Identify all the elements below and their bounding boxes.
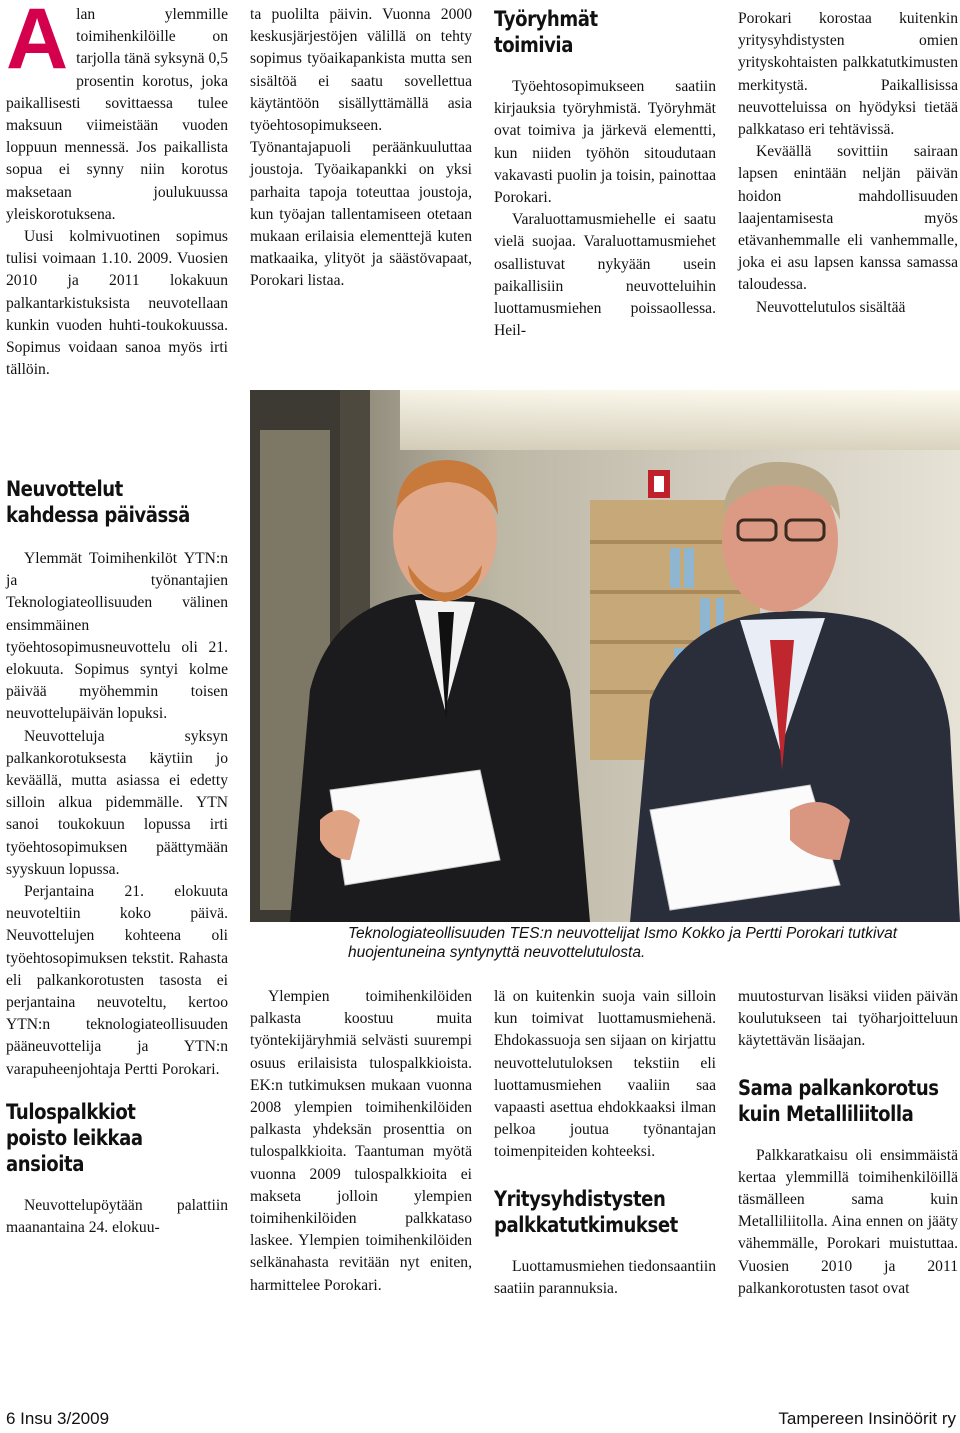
paragraph: Varaluottamusmiehelle ei saatu vielä suojaa. Varaluottamusmiehet osallistuvat nykyään usein paikallisiin neuvotteluihin luottamusmiehen poissaollessa. Heil- (494, 211, 716, 340)
paragraph: Luottamusmiehen tiedonsaantiin saatiin parannuksia. (494, 1257, 716, 1297)
paragraph: Neuvottelupöytään palattiin maanantaina 24. elokuu- (6, 1196, 228, 1237)
heading-line: Tulospalkkiot (6, 1099, 136, 1124)
section-heading (494, 1186, 685, 1238)
paragraph: muutosturvan lisäksi viiden päivän koulutukseen tai työharjoitteluun käytettävän lisäajan. (738, 988, 958, 1050)
lead-paragraph (6, 0, 228, 226)
paragraph: Neuvotteluja syksyn palkankorotuksesta käytiin jo keväällä, mutta asiassa ei edetty silloin alkua pidemmälle. YTN sanoi toukokuun lopussa irti työehtosopimuksen päättymään syyskuun lopussa. (6, 727, 228, 878)
paragraph: ta puolilta päivin. Vuonna 2000 keskusjärjestöjen välillä on tehty sopimus työaikapankista mutta sen sisältöä ei saatu sovellettua käytäntöön sisällyttämällä asia työehtosopimukseen. Työnantajapuoli peräänkuuluttaa joustoja. Työaikapankki on yksi parhaita tapoja toteuttaa joustoja, kun työajan tallentamiseen otetaan mukaan erilaisia elementtejä kuten matkaaika, ylityöt ja säästövapaat, Porokari listaa. (250, 6, 472, 290)
heading-line: kuin Metalliliitolla (738, 1101, 914, 1126)
heading-line: poisto leikkaa (6, 1125, 143, 1150)
photo-caption: Teknologiateollisuuden TES:n neuvottelijat Ismo Kokko ja Pertti Porokari tutkivat huojentuneina syntynyttä neuvottelutulosta. (348, 925, 898, 961)
publisher-name: Tampereen Insinöörit ry (778, 1409, 956, 1428)
paragraph: Neuvottelutulos sisältää (756, 298, 906, 316)
paragraph: lä on kuitenkin suoja vain silloin kun toimivat luottamusmiehenä. Ehdokassuoja sen sijaan on kirjattu neuvottelutuloksen tekstiin eli luottamusmiehen vaaliin saa vapaasti asettua ehdokkaaksi ilman pelkoa joutua työnantajan toimenpiteiden kohteeksi. (494, 988, 716, 1161)
heading-line: palkkatutkimukset (494, 1212, 678, 1237)
paragraph: Ylemmät Toimihenkilöt YTN:n ja työnantajien Teknologiateollisuuden välinen ensimmäinen työehtosopimusneuvottelu oli 21. elokuuta. Sopimus syntyi kolme päivää myöhemmin toisen neuvottelupäivän lopuksi. (6, 550, 228, 723)
section-heading (494, 6, 685, 58)
paragraph: Porokari korostaa kuitenkin yritysyhdistysten omien yrityskohtaisten palkkatutkimusten merkitystä. Paikallisissa neuvotteluissa on hyödyksi tietää palkkataso eri tehtävissä. (738, 10, 958, 139)
heading-line: Neuvottelut (6, 477, 123, 501)
lead-text: lan ylemmille toimihenkilöille on tarjolla tänä syksynä 0,5 prosentin korotus, joka paikallisesti sovittaessa tulee maksuun viimeistään vuoden loppuun mennessä. Jos paikallista sopua ei synny niin korotus maksetaan joulukuussa yleiskorotuksena. (6, 6, 228, 223)
column-4-lower (738, 986, 958, 1300)
drop-cap: A (6, 0, 69, 87)
heading-line: Yritysyhdistysten (494, 1186, 666, 1211)
heading-line: Sama palkankorotus (738, 1075, 939, 1100)
section-heading (738, 1075, 939, 1127)
article-photo (250, 390, 960, 922)
heading-line: kahdessa päivässä (6, 503, 190, 527)
column-2 (250, 4, 472, 293)
heading-line: ansioita (6, 1151, 84, 1176)
paragraph: Keväällä sovittiin sairaan lapsen enintään neljän päivän hoidon mahdollisuuden laajentamisesta myös etävanhemmalle eli vanhemmalle, joka ei asu lapsen kanssa samassa taloudessa. (738, 143, 958, 294)
page-number: 6 Insu 3/2009 (6, 1409, 110, 1428)
paragraph: Palkkaratkaisu oli ensimmäistä kertaa ylemmillä toimihenkilöillä täsmälleen sama kuin Metalliliitolla. Aina ennen on jääty vähemmälle, Porokari muistuttaa. Vuosien 2010 ja 2011 palkankorotusten tasot ovat (738, 1146, 958, 1297)
column-1 (6, 0, 228, 381)
paragraph: Ylempien toimihenkilöiden palkasta koostuu muita työntekijäryhmiä selvästi suurempi osuus erilaisista tulospalkkioista. EK:n tutkimuksen mukaan vuonna 2008 ylempien toimihenkilöiden palkasta yhdeksän prosenttia on tulospalkkioita. Taantuman myötä vuonna 2009 tulospalkkioita ei makseta jolloin ylempien toimihenkilöiden palkkataso laskee. Ylempien toimihenkilöiden selkänahasta revitään nyt eniten, harmittelee Porokari. (250, 988, 472, 1294)
paragraph: Perjantaina 21. elokuuta neuvoteltiin koko päivä. Neuvottelujen kohteena oli työehtosopimuksen tekstit. Rahasta eli palkankorotusten tasosta ei perjantaina neuvoteltu, kertoo YTN:n teknologiateollisuuden pääneuvottelija ja YTN:n varapuheenjohtaja Pertti Porokari. (6, 883, 228, 1078)
paragraph: Työehtosopimukseen saatiin kirjauksia työryhmistä. Työryhmät ovat toimiva ja järkevä elementti, kun niiden työhön sitoudutaan vakavasti puolin ja toisin, painottaa Porokari. (494, 78, 716, 207)
section-heading (6, 1099, 197, 1177)
column-4 (738, 8, 958, 319)
column-3 (494, 6, 716, 342)
section-heading (6, 476, 197, 528)
photo-illustration (250, 390, 960, 922)
column-1-lower (6, 476, 228, 1239)
heading-line: Työryhmät (494, 7, 598, 31)
heading-line: toimivia (494, 33, 573, 57)
column-3-lower (494, 986, 716, 1300)
column-2-lower (250, 986, 472, 1297)
paragraph: Uusi kolmivuotinen sopimus tulisi voimaan 1.10. 2009. Vuosien 2010 ja 2011 lokakuun palkantarkistuksista neuvotellaan kunkin vuoden huhti-toukokuussa. Sopimus voidaan sanoa myös irti tällöin. (6, 228, 228, 379)
